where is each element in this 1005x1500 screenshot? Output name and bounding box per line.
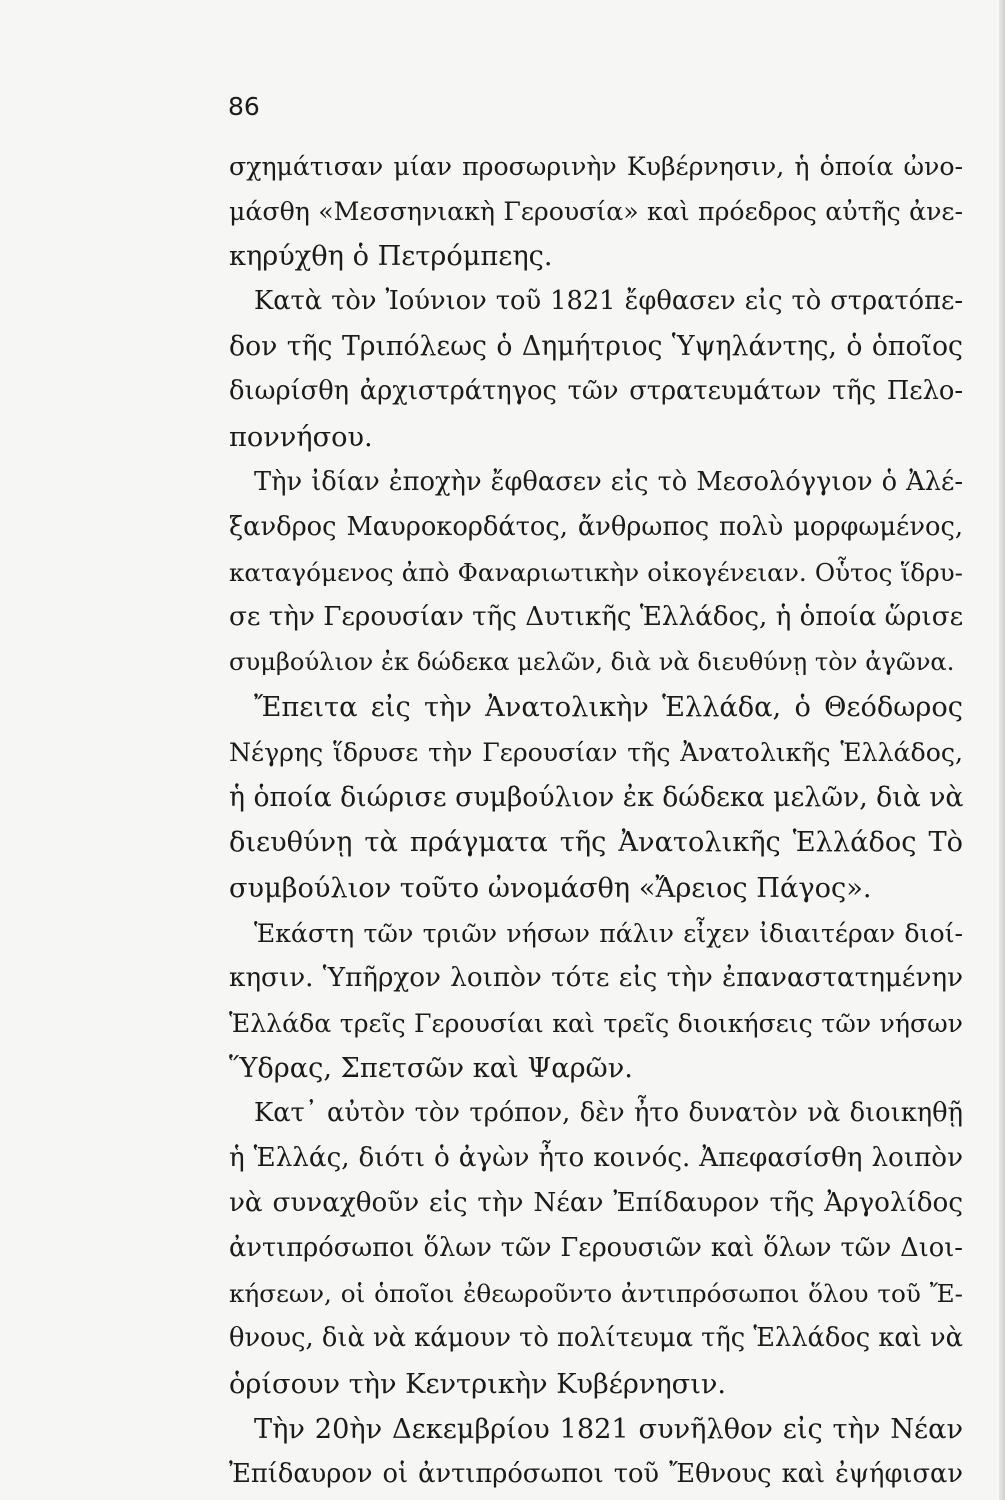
text-line: Τὴν 20ὴν Δεκεμβρίου 1821 συνῆλθον εἰς τὴν Νέαν xyxy=(254,1413,963,1445)
text-line: σχημάτισαν μίαν προσωρινὴν Κυβέρνησιν, ἡ ὁποία ὠνο- xyxy=(229,152,963,181)
text-line: Ἐπίδαυρον οἱ ἀντιπρόσωποι τοῦ Ἔθνους καὶ ἐψήφισαν xyxy=(229,1458,963,1489)
text-line: σε τὴν Γερουσίαν τῆς Δυτικῆς Ἑλλάδος, ἡ ὁποία ὥρισε xyxy=(229,601,963,632)
text-line: θνους, διὰ νὰ κάμουν τὸ πολίτευμα τῆς Ἑλλάδος καὶ νὰ xyxy=(229,1323,963,1354)
text-line: Ἑλλάδα τρεῖς Γερουσίαι καὶ τρεῖς διοικήσεις τῶν νήσων xyxy=(229,1008,963,1038)
text-line: νὰ συναχθοῦν εἰς τὴν Νέαν Ἐπίδαυρον τῆς Ἀργολίδος xyxy=(229,1188,963,1219)
text-line: Τὴν ἰδίαν ἐποχὴν ἔφθασεν εἰς τὸ Μεσολόγγιον ὁ Ἀλέ- xyxy=(254,466,963,497)
text-line: διωρίσθη ἀρχιστράτηγος τῶν στρατευμάτων τῆς Πελο- xyxy=(229,376,963,407)
text-line: ἡ Ἑλλάς, διότι ὁ ἀγὼν ἦτο κοινός. Ἀπεφασίσθη λοιπὸν xyxy=(229,1143,963,1174)
text-line: ὁρίσουν τὴν Κεντρικὴν Κυβέρνησιν. xyxy=(229,1368,727,1400)
text-line: ἀντιπρόσωποι ὅλων τῶν Γερουσιῶν καὶ ὅλων τῶν Διοι- xyxy=(229,1233,963,1264)
text-line: συμβούλιον τοῦτο ὠνομάσθη «Ἄρειος Πάγος». xyxy=(229,872,872,904)
page-edge-shadow xyxy=(999,0,1005,1500)
text-line: καταγόμενος ἀπὸ Φαναριωτικὴν οἰκογένειαν. Οὗτος ἵδρυ- xyxy=(229,557,963,587)
text-line: κησιν. Ὑπῆρχον λοιπὸν τότε εἰς τὴν ἐπαναστατημένην xyxy=(229,962,963,993)
text-line: κηρύχθη ὁ Πετρόμπεης. xyxy=(229,241,553,273)
text-line: συμβούλιον ἐκ δώδεκα μελῶν, διὰ νὰ διευθύνῃ τὸν ἀγῶνα. xyxy=(229,648,955,677)
text-line: Κατ᾽ αὐτὸν τὸν τρόπον, δὲν ἦτο δυνατὸν νὰ διοικηθῇ xyxy=(254,1097,963,1128)
text-line: ποννήσου. xyxy=(229,421,373,453)
text-line: δον τῆς Τριπόλεως ὁ Δημήτριος Ὑψηλάντης, ὁ ὁποῖος xyxy=(229,331,963,363)
text-line: Ἑκάστη τῶν τριῶν νήσων πάλιν εἶχεν ἰδιαιτέραν διοί- xyxy=(254,918,963,948)
text-line: διευθύνῃ τὰ πράγματα τῆς Ἀνατολικῆς Ἑλλάδος Τὸ xyxy=(229,827,963,859)
text-line: Ἔπειτα εἰς τὴν Ἀνατολικὴν Ἑλλάδα, ὁ Θεόδωρος xyxy=(254,692,963,724)
text-line: κήσεων, οἱ ὁποῖοι ἐθεωροῦντο ἀντιπρόσωποι ὅλου τοῦ Ἔ- xyxy=(229,1279,963,1309)
text-line: Ὕδρας, Σπετσῶν καὶ Ψαρῶν. xyxy=(229,1052,633,1084)
text-line: ξανδρος Μαυροκορδάτος, ἄνθρωπος πολὺ μορφωμένος, xyxy=(229,511,963,542)
text-line: Νέγρης ἵδρυσε τὴν Γερουσίαν τῆς Ἀνατολικῆς Ἑλλάδος, xyxy=(229,738,963,768)
page-number: 86 xyxy=(228,92,260,121)
text-line: Κατὰ τὸν Ἰούνιον τοῦ 1821 ἔφθασεν εἰς τὸ στρατόπε- xyxy=(254,286,963,317)
text-line: ἡ ὁποία διώρισε συμβούλιον ἐκ δώδεκα μελῶν, διὰ νὰ xyxy=(229,782,963,814)
text-line: μάσθη «Μεσσηνιακὴ Γερουσία» καὶ πρόεδρος αὐτῆς ἀνε- xyxy=(229,197,963,227)
body-text xyxy=(229,144,963,1497)
